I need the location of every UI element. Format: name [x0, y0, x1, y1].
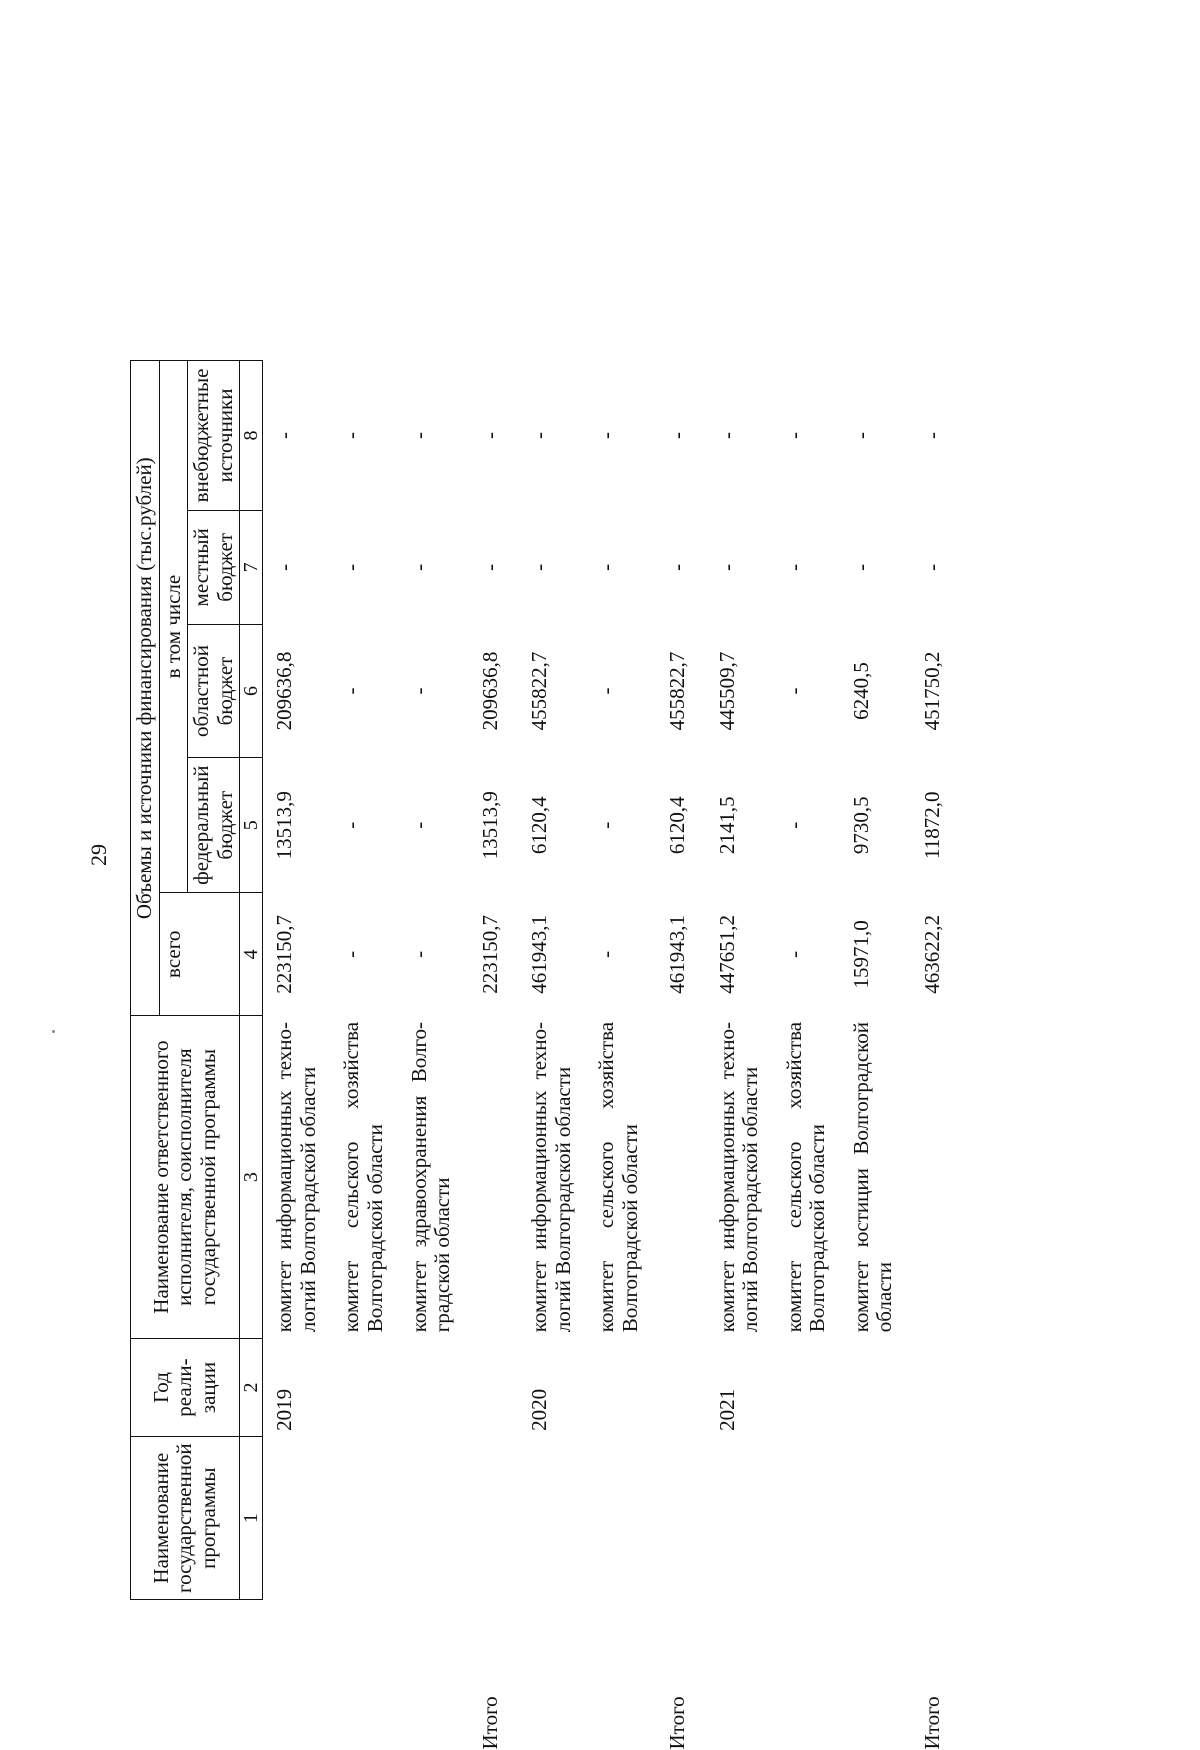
federal-cell: 11872,0 — [919, 791, 944, 859]
total-cell: - — [339, 950, 364, 958]
row-label: Итого — [665, 1696, 690, 1750]
row-label — [398, 1437, 465, 1600]
year-cell — [773, 1338, 840, 1437]
federal-cell: 13513,9 — [477, 791, 502, 860]
header-local: местный бюджет — [188, 510, 240, 624]
year-cell — [465, 1338, 519, 1437]
regional-cell: 455822,7 — [527, 651, 552, 731]
column-number: 8 — [240, 361, 263, 511]
header-program-name: Наименование государственной программы — [131, 1437, 240, 1600]
header-year: Год реали- зации — [131, 1338, 240, 1437]
header-funding: Объемы и источники финансирования (тыс.рублей) — [131, 361, 160, 1016]
extrabudget-cell: - — [339, 431, 364, 439]
header-federal: федеральный бюджет — [188, 758, 240, 893]
table-body — [263, 361, 960, 1750]
extrabudget-cell: - — [594, 431, 619, 439]
year-cell — [585, 1338, 652, 1437]
row-label — [585, 1437, 652, 1600]
row-label — [263, 1437, 331, 1600]
row-label — [518, 1437, 585, 1600]
extrabudget-cell: - — [848, 431, 873, 439]
regional-cell: - — [781, 687, 806, 695]
local-cell: - — [919, 563, 944, 571]
local-cell: - — [781, 563, 806, 571]
year-cell: 2020 — [527, 1388, 552, 1431]
executor-cell: комитет юстиции Волгоградской области — [848, 1021, 897, 1333]
header-total: всего — [159, 893, 240, 1016]
total-cell: 461943,1 — [527, 914, 552, 994]
regional-cell: 209636,8 — [272, 651, 297, 731]
executor-cell: комитет здравоохранения Волго- градской области — [406, 1021, 455, 1333]
total-cell: 15971,0 — [848, 920, 873, 989]
regional-cell: 6240,5 — [848, 662, 873, 720]
total-row — [652, 361, 706, 1600]
header-executor: Наименование ответственного исполнителя, соисполнителя государственной программы — [131, 1016, 240, 1338]
table-row — [773, 361, 840, 1600]
total-row — [907, 361, 961, 1600]
total-cell: 463622,2 — [919, 914, 944, 994]
table-row — [585, 361, 652, 1600]
local-cell: - — [339, 563, 364, 571]
page-number: 29 — [86, 844, 111, 866]
header-extrabudget: внебюджетные источники — [188, 361, 240, 511]
federal-cell: 2141,5 — [714, 796, 739, 855]
year-cell: 2019 — [272, 1388, 297, 1431]
regional-cell: 451750,2 — [919, 651, 944, 731]
executor-cell — [465, 1016, 519, 1338]
row-label — [330, 1437, 397, 1600]
extrabudget-cell: - — [919, 431, 944, 439]
year-cell — [330, 1338, 397, 1437]
federal-cell: - — [339, 821, 364, 829]
federal-cell: 13513,9 — [272, 791, 297, 860]
total-cell: 461943,1 — [665, 914, 690, 994]
extrabudget-cell: - — [714, 431, 739, 439]
table-row — [840, 361, 907, 1600]
extrabudget-cell: - — [665, 431, 690, 439]
total-cell: 447651,2 — [714, 914, 739, 994]
row-label: Итого — [919, 1696, 944, 1750]
column-number: 3 — [240, 1016, 263, 1338]
local-cell: - — [477, 563, 502, 571]
regional-cell: 209636,8 — [477, 651, 502, 731]
executor-cell — [907, 1016, 961, 1338]
header-including: в том числе — [159, 361, 188, 893]
local-cell: - — [527, 563, 552, 571]
column-number: 1 — [240, 1437, 263, 1600]
column-number: 7 — [240, 510, 263, 624]
local-cell: - — [406, 563, 431, 571]
local-cell: - — [272, 563, 297, 571]
row-label — [773, 1437, 840, 1600]
federal-cell: - — [781, 821, 806, 829]
executor-cell: комитет сельского хозяйства Волгоградской области — [339, 1021, 387, 1333]
local-cell: - — [665, 563, 690, 571]
rotated-page — [130, 100, 1200, 1750]
executor-cell — [652, 1016, 706, 1338]
extrabudget-cell: - — [477, 431, 502, 439]
column-number: 4 — [240, 893, 263, 1016]
regional-cell: 445509,7 — [714, 651, 739, 731]
total-row — [465, 361, 519, 1600]
table-row — [263, 361, 331, 1600]
local-cell: - — [594, 563, 619, 571]
total-cell: - — [781, 950, 806, 958]
executor-cell: комитет информационных техно- логий Волгоградской области — [714, 1021, 763, 1333]
column-number: 2 — [240, 1338, 263, 1437]
year-cell — [398, 1338, 465, 1437]
executor-cell: комитет информационных техно- логий Волгоградской области — [272, 1021, 320, 1333]
table-header — [131, 361, 263, 1600]
federal-cell: - — [594, 821, 619, 829]
extrabudget-cell: - — [406, 431, 431, 439]
row-label — [706, 1437, 773, 1600]
regional-cell: - — [594, 687, 619, 695]
row-label: Итого — [477, 1696, 502, 1750]
executor-cell: комитет информационных техно- логий Волгоградской области — [527, 1021, 575, 1333]
total-cell: 223150,7 — [477, 914, 502, 994]
executor-cell: комитет сельского хозяйства Волгоградской области — [781, 1021, 830, 1333]
local-cell: - — [848, 563, 873, 571]
table-row — [330, 361, 397, 1600]
federal-cell: 6120,4 — [527, 796, 552, 855]
executor-cell: комитет сельского хозяйства Волгоградской области — [594, 1021, 642, 1333]
total-cell: - — [594, 950, 619, 958]
year-cell: 2021 — [714, 1388, 739, 1431]
regional-cell: 455822,7 — [665, 651, 690, 731]
year-cell — [907, 1338, 961, 1437]
federal-cell: - — [406, 821, 431, 829]
table-row — [706, 361, 773, 1600]
column-numbers-row — [240, 361, 263, 1600]
extrabudget-cell: - — [781, 431, 806, 439]
extrabudget-cell: - — [527, 431, 552, 439]
regional-cell: - — [406, 687, 431, 695]
table-row — [518, 361, 585, 1600]
table-row — [398, 361, 465, 1600]
federal-cell: 9730,5 — [848, 796, 873, 855]
year-cell — [652, 1338, 706, 1437]
row-label — [840, 1437, 907, 1600]
regional-cell: - — [339, 687, 364, 695]
total-cell: 223150,7 — [272, 914, 297, 994]
year-cell — [840, 1338, 907, 1437]
scan-artifact — [52, 1030, 55, 1033]
total-cell: - — [406, 950, 431, 958]
local-cell: - — [714, 563, 739, 571]
funding-table — [130, 360, 960, 1750]
column-number: 5 — [240, 758, 263, 893]
extrabudget-cell: - — [272, 431, 297, 439]
column-number: 6 — [240, 624, 263, 758]
header-regional: областной бюджет — [188, 624, 240, 758]
federal-cell: 6120,4 — [665, 796, 690, 855]
